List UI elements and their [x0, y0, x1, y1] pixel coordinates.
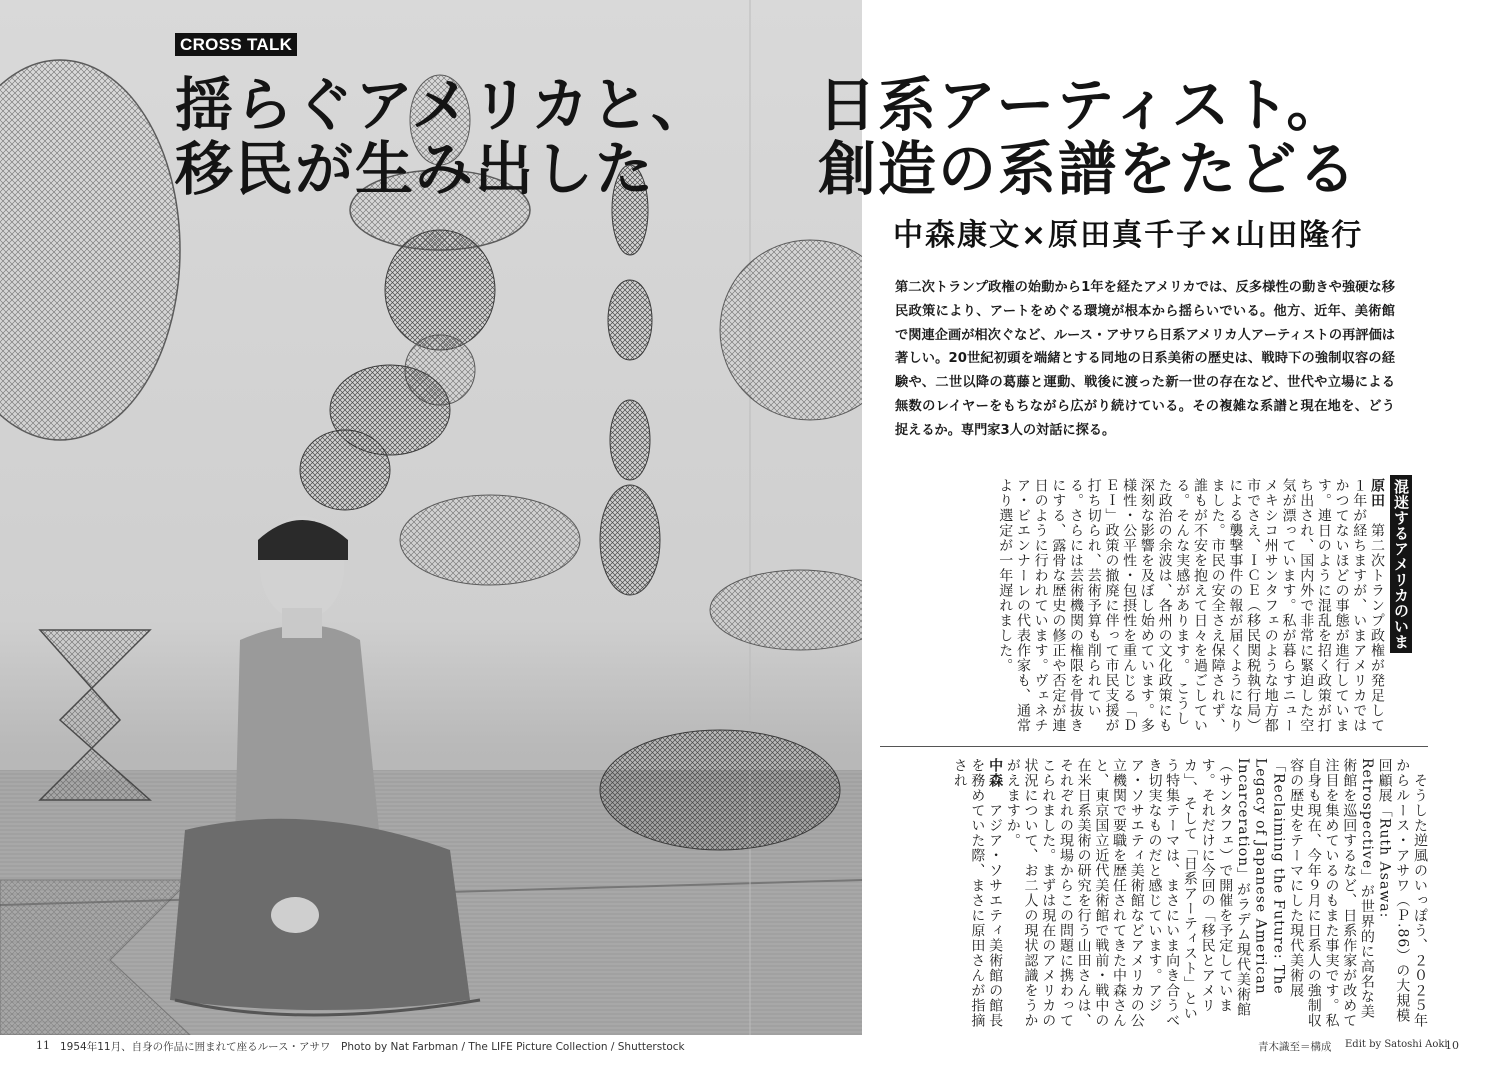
lower-body-text [880, 758, 1428, 1028]
headline-line-3: 日系アーティスト。 [818, 71, 1347, 139]
speaker-nakamori: 中森 [987, 758, 1004, 788]
page-number-left: 11 [36, 1039, 50, 1052]
lead-paragraph: 第二次トランプ政権の始動から1年を経たアメリカでは、反多様性の動きや強硬な移民政策により、アートをめぐる環境が根本から揺らいでいる。他方、近年、美術館で関連企画が相次ぐなど、ルース・アサワら日系アメリカ人アーティストの再評価は著しい。20世紀初頭を端緒とする同地の日系美術の歴史は、戦時下の強制収容の経験や、二世以降の葛藤と運動、戦後に渡った新一世の存在など、世代や立場による無数のレイヤーをもちながら広がり続けている。その複雑な系譜と現在地を、どう捉えるか。専門家3人の対話に探る。 [895, 280, 1395, 438]
section-heading: 混迷するアメリカのいま [1390, 475, 1412, 653]
lower-body-paragraph: そうした逆風のいっぽう、２０２５年からルース・アサワ（Ｐ.86）の大規模回顧展「Ruth Asawa: Retrospective」が世界的に高名な美術館を巡回するなど、日系作家が改めて注目を集めているのもまた事実です。私自身も現在、今年９月に日系人の強制収容の歴史をテーマにした現代美術展「Reclaiming the Future: The Legacy of Japanese American Incarceration」がラデム現代美術館（サンタフェ）で開催を予定しています。それだけに今回の「移民とアメリカ」、そして「日系アーティスト」という特集テーマは、まさにいま向き合うべき切実なものだと感じています。アジア・ソサエティ美術館などアメリカの公立機関で要職を歴任されてきた中森さんと、東京国立近代美術館で戦前・戦中の在米日系美術の研究を行う山田さんは、それぞれの現場からこの問題に携わってこられました。まずは現在のアメリカの状況について、お二人の現状認識をうかがえますか。 [1004, 758, 1428, 1028]
headline-line-4: 創造の系譜をたどる [818, 135, 1359, 203]
column-divider [880, 746, 1428, 747]
editor-credit-en: Edit by Satoshi Aoki [1345, 1039, 1448, 1050]
speaker-harada: 原田 [1369, 478, 1385, 508]
headline-line-2: 移民が生み出した [175, 135, 656, 203]
editor-credit-jp: 青木識至＝構成 [1258, 1041, 1332, 1053]
lower-body-paragraph-2: アジア・ソサエティ美術館の館長を務めていた際、まさに原田さんが指摘され [951, 758, 1004, 1028]
page-number-right: 10 [1445, 1039, 1459, 1052]
upper-body-text [880, 478, 1385, 740]
author-names: 中森康文×原田真千子×山田隆行 [893, 218, 1364, 253]
headline-line-1: 揺らぐアメリカと、 [175, 71, 711, 139]
seated-figure [170, 516, 480, 1015]
section-label: CROSS TALK [175, 33, 297, 56]
photo-caption: 1954年11月、自身の作品に囲まれて座るルース・アサワ Photo by Nat Farbman / The LIFE Picture Collection / Shutterstock [60, 1041, 685, 1053]
upper-body-paragraph: 第二次トランプ政権が発足して１年が経ちますが、いまアメリカではかつてないほどの事態が進行しています。連日のように混乱を招く政策が打ち出され、国内外で非常に緊迫した空気が漂っています。私が暮らすニューメキシコ州サンタフェのような地方都市でさえ、ＩＣＥ（移民関税執行局）による襲撃事件の報が届くようになりました。市民の安全さえ保障されず、誰もが不安を抱えて日々を過ごしている。そんな実感があります。 こうした政治の余波は、各州の文化政策にも深刻な影響を及ぼし始めています。多様性・公平性・包摂性を重んじる「ＤＥＩ」政策の撤廃に伴って市民支援が打ち切られ、芸術予算も削られている。さらには芸術機関の権限を骨抜きにする、露骨な歴史の修正や否定が連日のように行われています。ヴェネチア・ビエンナーレの代表作家も、通常より選定が一年遅れました。 [997, 478, 1385, 733]
